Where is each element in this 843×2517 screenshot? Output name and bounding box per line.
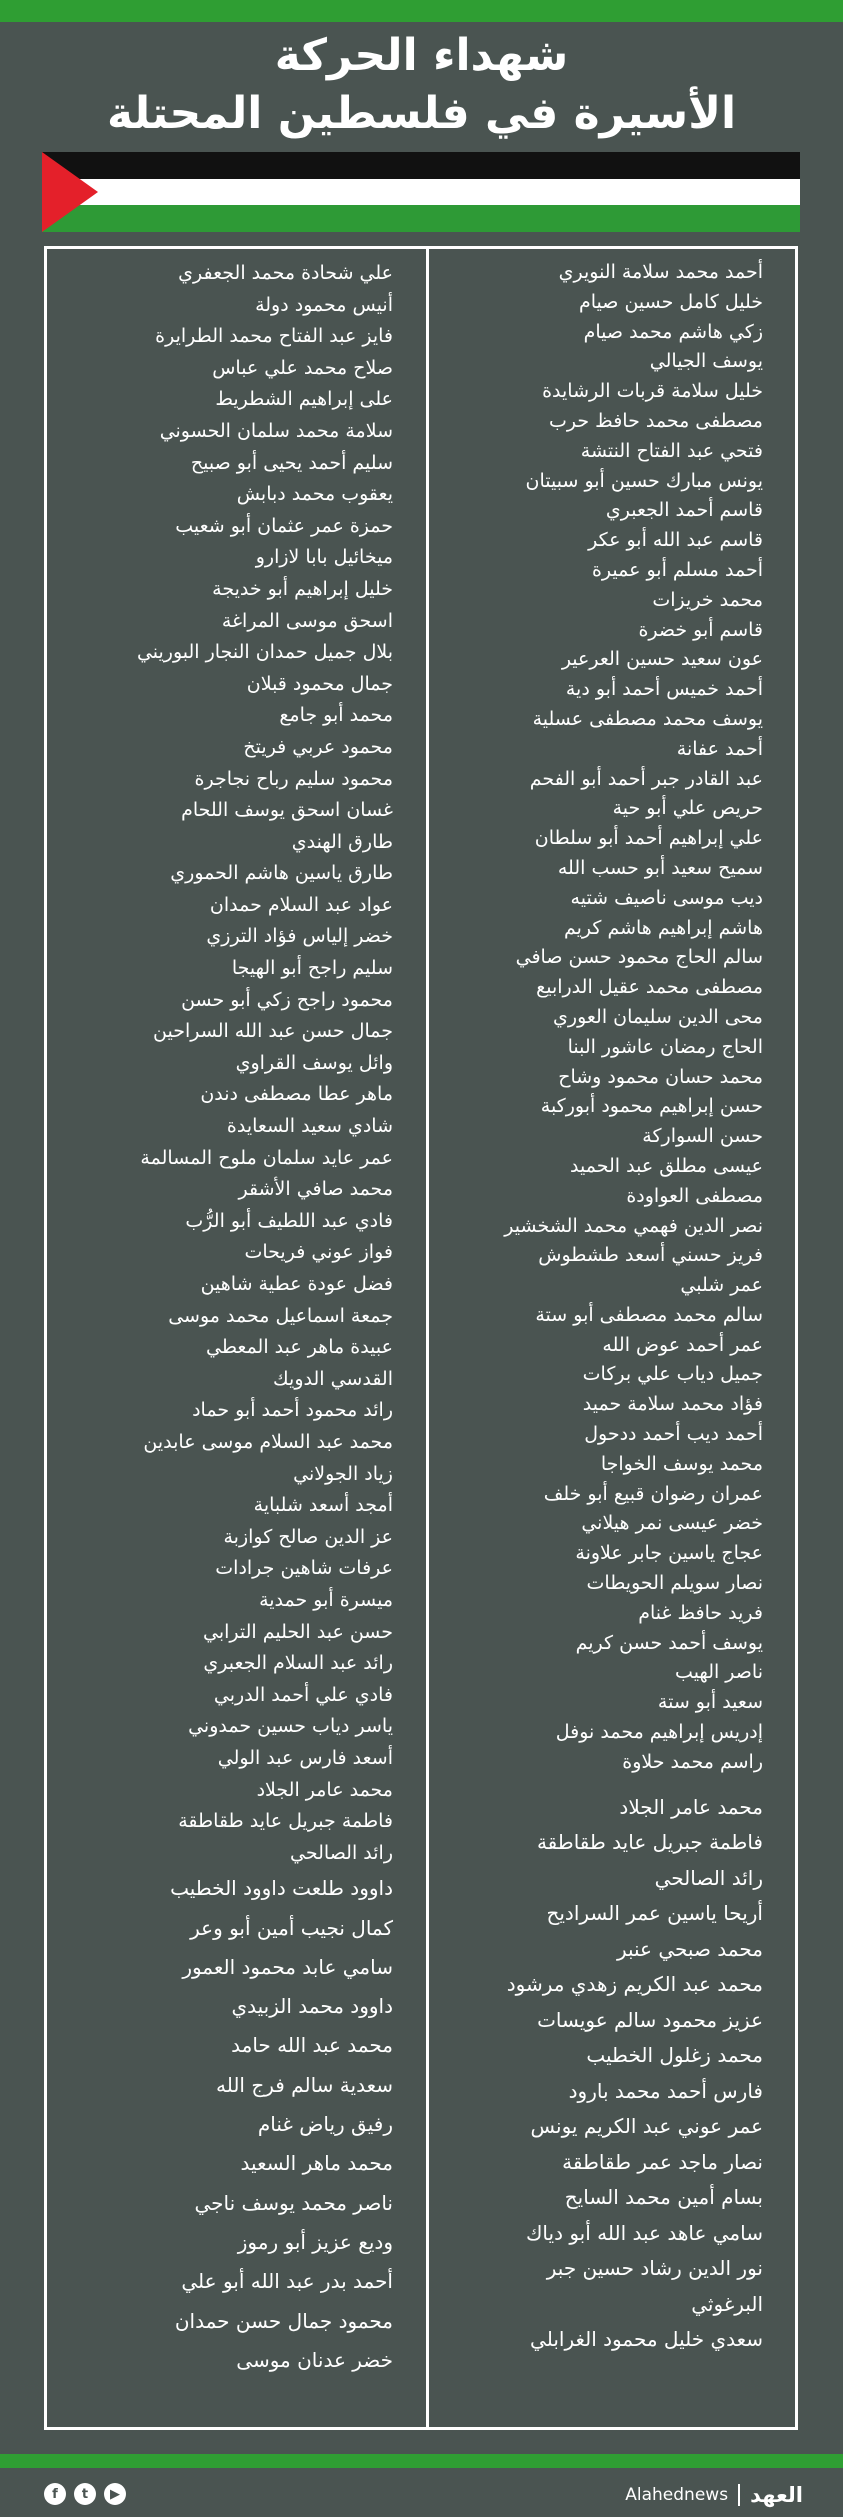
name-item: يعقوب محمد دبابش [236,483,393,506]
name-item: نصر الدين فهمي محمد الشخشير [504,1214,763,1237]
name-item: سليم أحمد يحيى أبو صبيح [190,451,393,474]
name-item: محمد عبد الكريم زهدي مرشود [506,1972,763,1997]
name-item: حسن السواركة [642,1125,763,1148]
name-item: علي إبراهيم أحمد أبو سلطان [534,827,763,850]
name-item: حمزة عمر عثمان أبو شعيب [175,514,393,537]
name-item: فضل عودة عطية شاهين [200,1273,393,1295]
name-item: عمر شلبي [680,1274,763,1297]
name-item: طارق الهندي [291,830,393,853]
name-item: أمجد أسعد شلباية [253,1494,393,1517]
name-item: جمال محمود قبلان [246,672,393,695]
name-item: مصطفى محمد حافظ حرب [549,409,763,432]
name-item: أحمد ديب أحمد ددحول [584,1423,763,1446]
name-item: الحاج رمضان عاشور البنا [567,1035,763,1058]
name-item: يوسف محمد مصطفى عسلية [532,707,763,730]
twitter-icon[interactable]: t [74,2483,96,2505]
name-item: محمود عربي فريتخ [243,735,393,758]
name-item: يوسف أحمد حسن كريم [575,1631,763,1654]
name-item: خليل سلامة قربات الرشايدة [542,380,763,403]
name-item: حسن إبراهيم محمود أبوركبة [540,1095,763,1118]
name-item: ناصر محمد يوسف ناجي [194,2190,393,2215]
name-item: عز الدين صالح كوازبة [223,1525,393,1548]
name-item: ميخائيل بابا لازارو [255,546,393,569]
name-item: زياد الجولاني [293,1462,393,1485]
name-item: ديب موسى ناصيف شتيه [570,886,763,909]
name-item: أحمد مسلم أبو عميرة [591,558,763,581]
name-item: عون سعيد حسين العرعير [561,648,763,671]
name-item: أحمد محمد سلامة النويري [558,261,763,283]
name-item: رائد الصالحي [654,1865,763,1890]
name-item: ميسرة أبو حمدية [259,1588,393,1611]
name-item: على إبراهيم الشطريط [215,388,393,411]
name-item: جمعة اسماعيل محمد موسى [168,1304,393,1327]
name-item: زكي هاشم محمد صيام [583,320,763,343]
name-item: محمد صبحي عنبر [616,1936,763,1961]
name-item: محمد يوسف الخواجا [600,1452,763,1475]
youtube-icon[interactable]: ▶ [104,2483,126,2505]
name-item: فاطمة جبريل عايد طقاطقة [536,1830,763,1855]
name-item: محمد خريزات [652,588,763,611]
page-title-line-2: الأسيرة في فلسطين المحتلة [106,88,737,139]
name-item: محمود راجح زكي أبو حسن [181,988,393,1011]
right-names-column [433,258,763,2358]
flag-black-band [42,152,800,179]
name-item: محمد عامر الجلاد [619,1794,763,1819]
name-item: سالم الحاج محمود حسن صافي [515,946,763,969]
name-item: قاسم أحمد الجعبري [605,499,763,522]
name-item: فتحي عبد الفتاح النتشة [580,439,763,462]
name-item: عرفات شاهين جرادات [215,1557,393,1580]
name-item: البرغوثي [691,2291,763,2316]
name-item: رائد عبد السلام الجعبري [203,1652,393,1675]
name-item: حريص علي أبو حية [612,797,763,820]
name-item: عزيز محمود سالم عويسات [537,2007,763,2032]
name-item: سعيد أبو ستة [657,1691,763,1714]
name-item: فواز عوني فريحات [244,1241,393,1264]
name-item: ياسر دياب حسين حمدوني [188,1715,393,1738]
name-item: خليل إبراهيم أبو خديجة [212,577,393,600]
name-item: محمود جمال حسن حمدان [174,2308,393,2333]
name-item: مصطفى محمد عقيل الدرابيع [536,976,763,999]
name-item: فادي علي أحمد الدربي [213,1683,393,1706]
name-item: سلامة محمد سلمان الحسوني [159,419,393,442]
name-item: قاسم عبد الله أبو عكر [588,529,763,552]
name-item: القدسي الدويك [273,1367,393,1390]
name-item: فادي عبد اللطيف أبو الرُّب [185,1209,393,1232]
name-item: فؤاد محمد سلامة حميد [582,1393,763,1416]
brand-separator [738,2484,740,2506]
name-item: وائل يوسف القراوي [235,1051,393,1074]
section-gap [433,1778,763,1790]
name-item: عمر عايد سلمان ملوح المسالمة [140,1146,393,1169]
name-item: صلاح محمد علي عباس [212,356,393,379]
flag-green-band [42,205,800,232]
name-item: سعدية سالم فرج الله [215,2072,393,2097]
name-item: أحمد عفانة [676,737,763,760]
name-item: سليم راجح أبو الهيجا [231,957,393,980]
name-item: بسام أمين محمد السايح [564,2185,763,2210]
name-item: نصار سويلم الحويطات [586,1572,763,1595]
name-item: رائد محمود أحمد أبو حماد [192,1399,393,1422]
left-names-column [43,258,393,2380]
name-item: رائد الصالحي [290,1841,393,1864]
bottom-green-strip [0,2454,843,2468]
name-item: ماهر عطا مصطفى دندن [200,1083,393,1106]
social-links [44,2483,126,2505]
name-item: عبيدة ماهر عبد المعطي [205,1336,393,1359]
palestinian-flag [42,152,800,232]
name-item: وديع عزيز أبو رموز [237,2229,393,2254]
name-item: خليل كامل حسين صيام [579,290,763,313]
name-item: عمران رضوان قبيع أبو خلف [543,1482,763,1505]
brand-latin: Alahednews [625,2485,729,2505]
name-item: خضر عدنان موسى [236,2347,393,2372]
name-item: داوود طلعت داوود الخطيب [170,1876,393,1901]
name-item: محمود سليم رباح نجاجرة [194,767,393,790]
name-item: محمد ماهر السعيد [240,2151,393,2176]
name-item: خضر عيسى نمر هيلاني [581,1512,763,1535]
name-item: فارس أحمد محمد بارود [568,2078,763,2103]
name-item: فريز حسني أسعد طشطوش [538,1244,763,1267]
name-item: أحمد خميس أحمد أبو دية [565,678,763,701]
name-item: محمد حسان محمود وشاح [558,1065,763,1088]
name-item: عمر عوني عبد الكريم يونس [530,2114,763,2139]
name-item: رفيق رياض غنام [257,2112,393,2137]
name-item: ناصر الهيب [675,1661,763,1684]
page-title-line-1: شهداء الحركة [274,30,569,81]
name-item: سامي عاهد عبد الله أبو دياك [525,2220,763,2245]
name-item: محمد أبو جامع [279,704,393,727]
name-item: محمد عامر الجلاد [256,1778,393,1801]
name-item: خضر إلياس فؤاد الترزي [206,925,393,948]
brand-logo-arabic: العهد [750,2483,803,2507]
name-item: مصطفى العواودة [626,1184,763,1207]
name-item: سامي عابد محمود العمور [182,1954,393,1979]
name-item: عجاج ياسين جابر علاونة [575,1542,763,1565]
name-item: طارق ياسين هاشم الحموري [170,862,393,885]
name-item: أنيس محمود دولة [255,293,393,316]
brand[interactable] [625,2483,803,2507]
facebook-icon[interactable]: f [44,2483,66,2505]
name-item: عيسى مطلق عبد الحميد [570,1154,763,1177]
name-item: جميل دياب علي بركات [582,1363,763,1386]
name-item: عمر أحمد عوض الله [602,1333,763,1356]
name-item: شادي سعيد السعايدة [226,1115,393,1138]
name-item: عبد القادر جبر أحمد أبو الفحم [529,767,763,790]
name-item: فايز عبد الفتاح محمد الطرايرة [155,325,393,348]
name-item: أسعد فارس عبد الولي [217,1746,393,1769]
name-item: نور الدين رشاد حسين جبر [546,2256,763,2281]
name-item: اسحق موسى المراغة [221,609,393,632]
flag-red-triangle [42,152,98,232]
column-divider [426,246,429,2430]
name-item: أحمد بدر عبد الله أبو علي [181,2269,393,2294]
name-item: نصار ماجد عمر طقاطقة [562,2149,763,2174]
name-item: سالم محمد مصطفى أبو ستة [535,1303,763,1326]
name-item: علي شحادة محمد الجعفري [178,262,393,284]
name-item: سعدي خليل محمود الغرابلي [530,2327,763,2352]
name-item: فريد حافظ غنام [638,1601,763,1624]
name-item: محمد زغلول الخطيب [586,2043,763,2068]
name-item: هاشم إبراهيم هاشم كريم [563,916,763,939]
name-item: جمال حسن عبد الله السراحين [153,1020,393,1043]
name-item: أريحا ياسين عمر السراديح [546,1901,763,1926]
name-item: محى الدين سليمان العوري [553,1005,763,1028]
name-item: إدريس إبراهيم محمد نوفل [555,1721,763,1744]
name-item: محمد عبد السلام موسى عابدين [143,1430,393,1453]
name-item: عواد عبد السلام حمدان [209,893,393,916]
name-item: قاسم أبو خضرة [638,618,763,641]
name-item: سميح سعيد أبو حسب الله [557,856,763,879]
top-green-strip [0,0,843,22]
name-item: يونس مبارك حسين أبو سبيتان [525,469,763,492]
name-item: حسن عبد الحليم الترابي [202,1620,393,1643]
name-item: محمد عبد الله حامد [231,2033,393,2058]
flag-white-band [42,179,800,205]
name-item: داوود محمد الزبيدي [231,1994,393,2019]
name-item: فاطمة جبريل عايد طقاطقة [178,1810,393,1833]
name-item: بلال جميل حمدان النجار البوريني [136,641,393,664]
name-item: يوسف الجيالي [649,350,763,373]
name-item: محمد صافي الأشقر [238,1178,393,1201]
name-item: كمال نجيب أمين أبو وعر [190,1915,393,1940]
name-item: غسان اسحق يوسف اللحام [181,799,393,822]
name-item: راسم محمد حلاوة [622,1750,763,1773]
